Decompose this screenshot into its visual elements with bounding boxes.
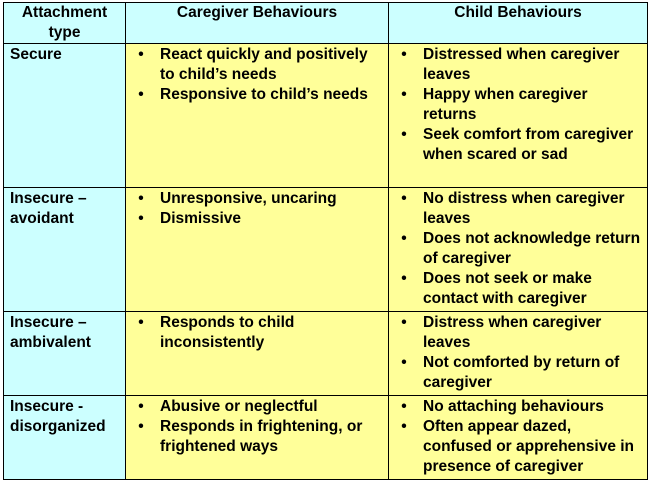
caregiver-behaviours-cell — [126, 44, 389, 188]
bullet-icon: • — [138, 314, 144, 331]
list-item — [126, 417, 384, 457]
bullet-icon: • — [401, 126, 407, 143]
item-text: Responds to child inconsistently — [160, 314, 295, 351]
child-behaviour-list — [389, 397, 643, 477]
item-text: Does not acknowledge return of caregiver — [423, 230, 641, 267]
attachment-table — [3, 2, 648, 480]
child-behaviour-list — [389, 45, 643, 165]
child-behaviours-cell — [389, 396, 648, 480]
bullet-icon: • — [401, 314, 407, 331]
header-child-behaviours: Child Behaviours — [389, 3, 648, 44]
bullet-icon: • — [138, 86, 144, 103]
attachment-type-cell: Insecure – ambivalent — [4, 312, 126, 396]
bullet-icon: • — [138, 418, 144, 435]
item-text: Does not seek or make contact with caregiver — [423, 270, 592, 307]
list-item — [389, 189, 643, 229]
bullet-icon: • — [401, 230, 407, 247]
bullet-icon: • — [401, 354, 407, 371]
bullet-icon: • — [401, 86, 407, 103]
list-item — [126, 45, 384, 85]
item-text: Abusive or neglectful — [160, 398, 318, 415]
item-text: Seek comfort from caregiver when scared or sad — [423, 126, 634, 163]
list-item — [389, 229, 643, 269]
item-text: React quickly and positively to child’s needs — [160, 46, 368, 83]
child-behaviours-cell — [389, 44, 648, 188]
caregiver-behaviours-cell — [126, 312, 389, 396]
list-item — [126, 397, 384, 417]
list-item — [126, 189, 384, 209]
list-item — [389, 45, 643, 85]
child-behaviours-cell — [389, 312, 648, 396]
header-attachment-type: Attachment type — [4, 3, 126, 44]
bullet-icon: • — [138, 46, 144, 63]
caregiver-behaviour-list — [126, 313, 384, 353]
item-text: No distress when caregiver leaves — [423, 190, 625, 227]
list-item — [389, 397, 643, 417]
row-secure — [4, 44, 648, 188]
bullet-icon: • — [401, 46, 407, 63]
attachment-type-cell: Secure — [4, 44, 126, 188]
item-text: No attaching behaviours — [423, 398, 604, 415]
caregiver-behaviour-list — [126, 189, 384, 229]
item-text: Not comforted by return of caregiver — [423, 354, 620, 391]
bullet-icon: • — [138, 398, 144, 415]
bullet-icon: • — [138, 210, 144, 227]
list-item — [389, 85, 643, 125]
item-text: Dismissive — [160, 210, 241, 227]
item-text: Distress when caregiver leaves — [423, 314, 602, 351]
attachment-type-cell: Insecure – avoidant — [4, 188, 126, 312]
caregiver-behaviours-cell — [126, 188, 389, 312]
item-text: Happy when caregiver returns — [423, 86, 588, 123]
child-behaviour-list — [389, 313, 643, 393]
header-caregiver-behaviours: Caregiver Behaviours — [126, 3, 389, 44]
bullet-icon: • — [401, 270, 407, 287]
row-insecure-avoidant — [4, 188, 648, 312]
list-item — [389, 353, 643, 393]
list-item — [389, 417, 643, 477]
row-insecure-ambivalent — [4, 312, 648, 396]
list-item — [126, 209, 384, 229]
child-behaviours-cell — [389, 188, 648, 312]
bullet-icon: • — [401, 418, 407, 435]
row-insecure-disorganized — [4, 396, 648, 480]
item-text: Often appear dazed, confused or apprehensive in presence of caregiver — [423, 418, 635, 475]
bullet-icon: • — [401, 398, 407, 415]
header-row — [4, 3, 648, 44]
caregiver-behaviours-cell — [126, 396, 389, 480]
caregiver-behaviour-list — [126, 397, 384, 457]
bullet-icon: • — [138, 190, 144, 207]
child-behaviour-list — [389, 189, 643, 309]
bullet-icon: • — [401, 190, 407, 207]
list-item — [126, 313, 384, 353]
item-text: Responsive to child’s needs — [160, 86, 368, 103]
list-item — [126, 85, 384, 105]
caregiver-behaviour-list — [126, 45, 384, 105]
list-item — [389, 313, 643, 353]
list-item — [389, 269, 643, 309]
item-text: Distressed when caregiver leaves — [423, 46, 620, 83]
list-item — [389, 125, 643, 165]
item-text: Unresponsive, uncaring — [160, 190, 337, 207]
item-text: Responds in frightening, or frightened ways — [160, 418, 363, 455]
attachment-type-cell: Insecure - disorganized — [4, 396, 126, 480]
